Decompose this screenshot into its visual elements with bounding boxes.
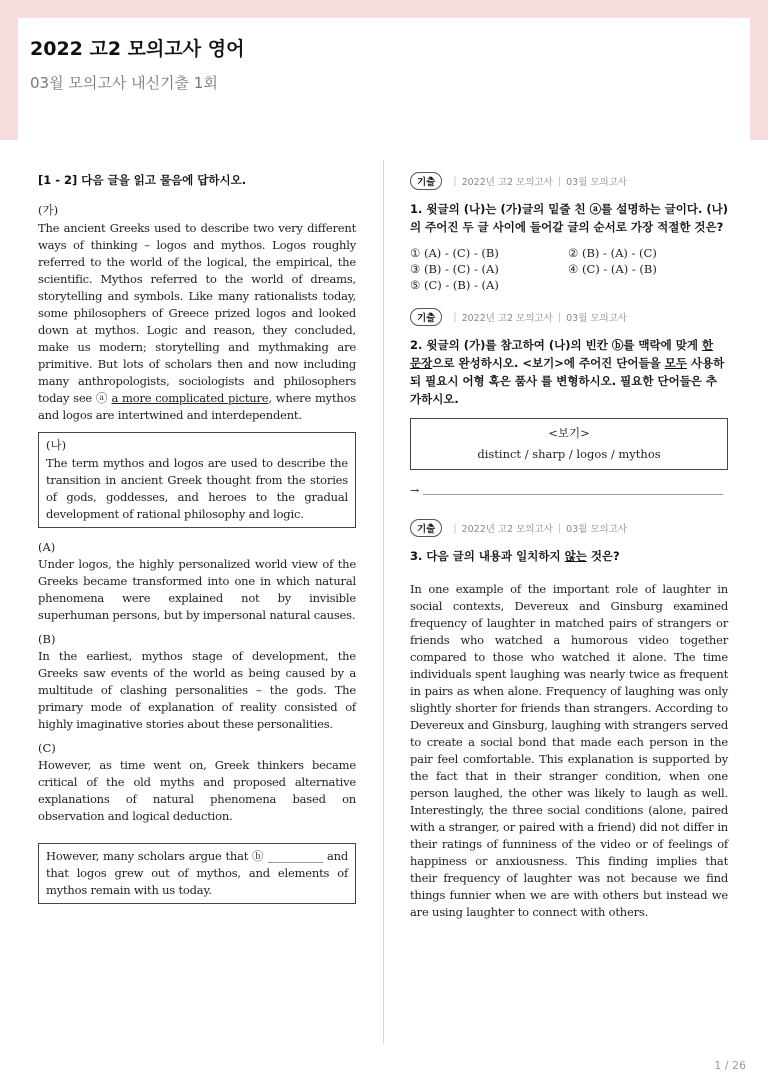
passage-ga-text: The ancient Greeks used to describe two very different ways of thinking – logos and mythos. Logos roughly referred to the world of the logical, the empirical, the scientific. Mythos referred to the world of dreams, storytelling and symbols. Like many rationalists today, some philosophers of Greece prized logos and looked down at mythos. Logic and reason, they concluded, make us modern; storytelling and mythmaking are primitive. But lots of scholars then and now including many anthropologists, sociologists and philosophers today see ⓐ — [38, 221, 356, 405]
left-column — [38, 172, 356, 916]
tag-separator: | — [557, 522, 562, 534]
passage-c: However, as time went on, Greek thinkers became critical of the old myths and proposed alternative explanations of natural phenomena based on observation and logical deduction. — [38, 758, 356, 823]
page-title: 2022 고2 모의고사 영어 — [30, 38, 245, 60]
question-1-choices — [410, 246, 728, 292]
bogi-box — [410, 418, 728, 470]
source-year: 2022년 고2 모의고사 — [461, 313, 553, 324]
passage-na-box — [38, 432, 356, 528]
underlined-phrase-a: a more complicated picture — [111, 391, 269, 405]
question-3-text-end: 것은? — [586, 549, 620, 563]
conclusion-text: However, many scholars argue that ⓑ __________ and that logos grew out of mythos, and elements of mythos remain with us today. — [46, 849, 348, 897]
choice-2[interactable]: ② (B) - (A) - (C) — [568, 246, 657, 260]
question-3-tag — [410, 519, 728, 537]
passage-c-label: (C) — [38, 741, 56, 755]
choice-4[interactable]: ④ (C) - (A) - (B) — [568, 262, 657, 276]
bogi-title: <보기> — [548, 426, 590, 440]
answer-line[interactable] — [410, 484, 728, 497]
question-2 — [410, 336, 728, 408]
question-2-text: 2. 윗글의 (가)를 참고하여 (나)의 빈칸 ⓑ를 맥락에 맞게 — [410, 338, 702, 352]
source-badge: 기출 — [410, 172, 442, 190]
passage-b: In the earliest, mythos stage of development, the Greeks saw events of the world as being caused by a multitude of clashing personalities – the gods. The primary mode of explanation of reality consisted of highly imaginative stories about these personalities. — [38, 649, 356, 731]
passage-ga-label: (가) — [38, 203, 59, 217]
page-number: 1 / 26 — [714, 1059, 746, 1072]
right-column — [410, 172, 728, 929]
question-3 — [410, 547, 728, 565]
tag-separator: | — [453, 522, 457, 534]
question-2-tag — [410, 308, 728, 326]
question-3-underline: 않는 — [564, 549, 587, 563]
question-2-text-mid: 으로 완성하시오. <보기>에 주어진 단어들을 — [432, 356, 665, 370]
passage-ga-text-end: , where mythos and logos are intertwined and interdependent. — [38, 391, 357, 422]
passage-b-label: (B) — [38, 632, 56, 646]
tag-separator: | — [557, 175, 562, 187]
question-2-underline-2: 모두 — [664, 356, 687, 370]
passage-ga — [38, 220, 356, 424]
passage-a: Under logos, the highly personalized world view of the Greeks became transformed into one in which natural phenomena were explained not by invisible superhuman persons, but by impersonal natural causes. — [38, 557, 356, 622]
bogi-words: distinct / sharp / logos / mythos — [477, 447, 661, 461]
passage-a-label: (A) — [38, 540, 56, 554]
column-divider — [383, 160, 384, 1044]
tag-separator: | — [453, 175, 457, 187]
source-year: 2022년 고2 모의고사 — [461, 177, 553, 188]
question-2-text-end: 사용하되 필요시 어형 혹은 품사 를 변형하시오. 필요한 단어들은 추가하시오. — [410, 356, 725, 406]
tag-separator: | — [557, 311, 562, 323]
source-month: 03월 모의고사 — [566, 313, 628, 324]
question-3-passage: In one example of the important role of laughter in social contexts, Devereux and Ginsburg examined frequency of laughter in matched pairs of strangers or friends who watched a humorous video together compared to those who watched it alone. The time individuals spent laughing was nearly twice as frequent in pairs as when alone. Frequency of laughing was only slightly shorter for friends than strangers. According to Devereux and Ginsburg, laughing with strangers served to create a social bond that made each person in the pair feel comfortable. This explanation is supported by the fact that in their stranger condition, when one person laughed, the other was likely to laugh as well. Interestingly, the three social conditions (alone, paired with a stranger, or paired with a friend) did not differ in their ratings of funniness of the video or of feelings of happiness or anxiousness. This finding implies that their frequency of laughter was not because we find things funnier when we are with others but instead we are using laughter to connect with others. — [410, 582, 728, 919]
source-month: 03월 모의고사 — [566, 177, 628, 188]
question-3-text: 3. 다음 글의 내용과 일치하지 — [410, 549, 565, 563]
tag-separator: | — [453, 311, 457, 323]
passage-na-label: (나) — [46, 438, 67, 452]
source-month: 03월 모의고사 — [566, 524, 628, 535]
passage-na: The term mythos and logos are used to describe the transition in ancient Greek thought from the stories of gods, goddesses, and heroes to the gradual development of rational philosophy and logic. — [46, 456, 348, 521]
conclusion-box — [38, 843, 356, 904]
source-badge: 기출 — [410, 308, 442, 326]
question-1: 1. 윗글의 (나)는 (가)글의 밑줄 친 ⓐ를 설명하는 글이다. (나)의 주어진 두 글 사이에 들어갈 글의 순서로 가장 적절한 것은? — [410, 202, 728, 234]
source-badge: 기출 — [410, 519, 442, 537]
question-1-tag — [410, 172, 728, 190]
answer-blank[interactable] — [423, 486, 723, 495]
choice-5[interactable]: ⑤ (C) - (B) - (A) — [410, 278, 499, 292]
source-year: 2022년 고2 모의고사 — [461, 524, 553, 535]
question-2-underline-1: 한 문장 — [410, 338, 714, 370]
arrow-icon: → — [410, 484, 420, 497]
choice-3[interactable]: ③ (B) - (C) - (A) — [410, 262, 499, 276]
choice-1[interactable]: ① (A) - (C) - (B) — [410, 246, 499, 260]
instruction: [1 - 2] 다음 글을 읽고 물음에 답하시오. — [38, 173, 247, 187]
page-subtitle: 03월 모의고사 내신기출 1회 — [30, 74, 218, 92]
